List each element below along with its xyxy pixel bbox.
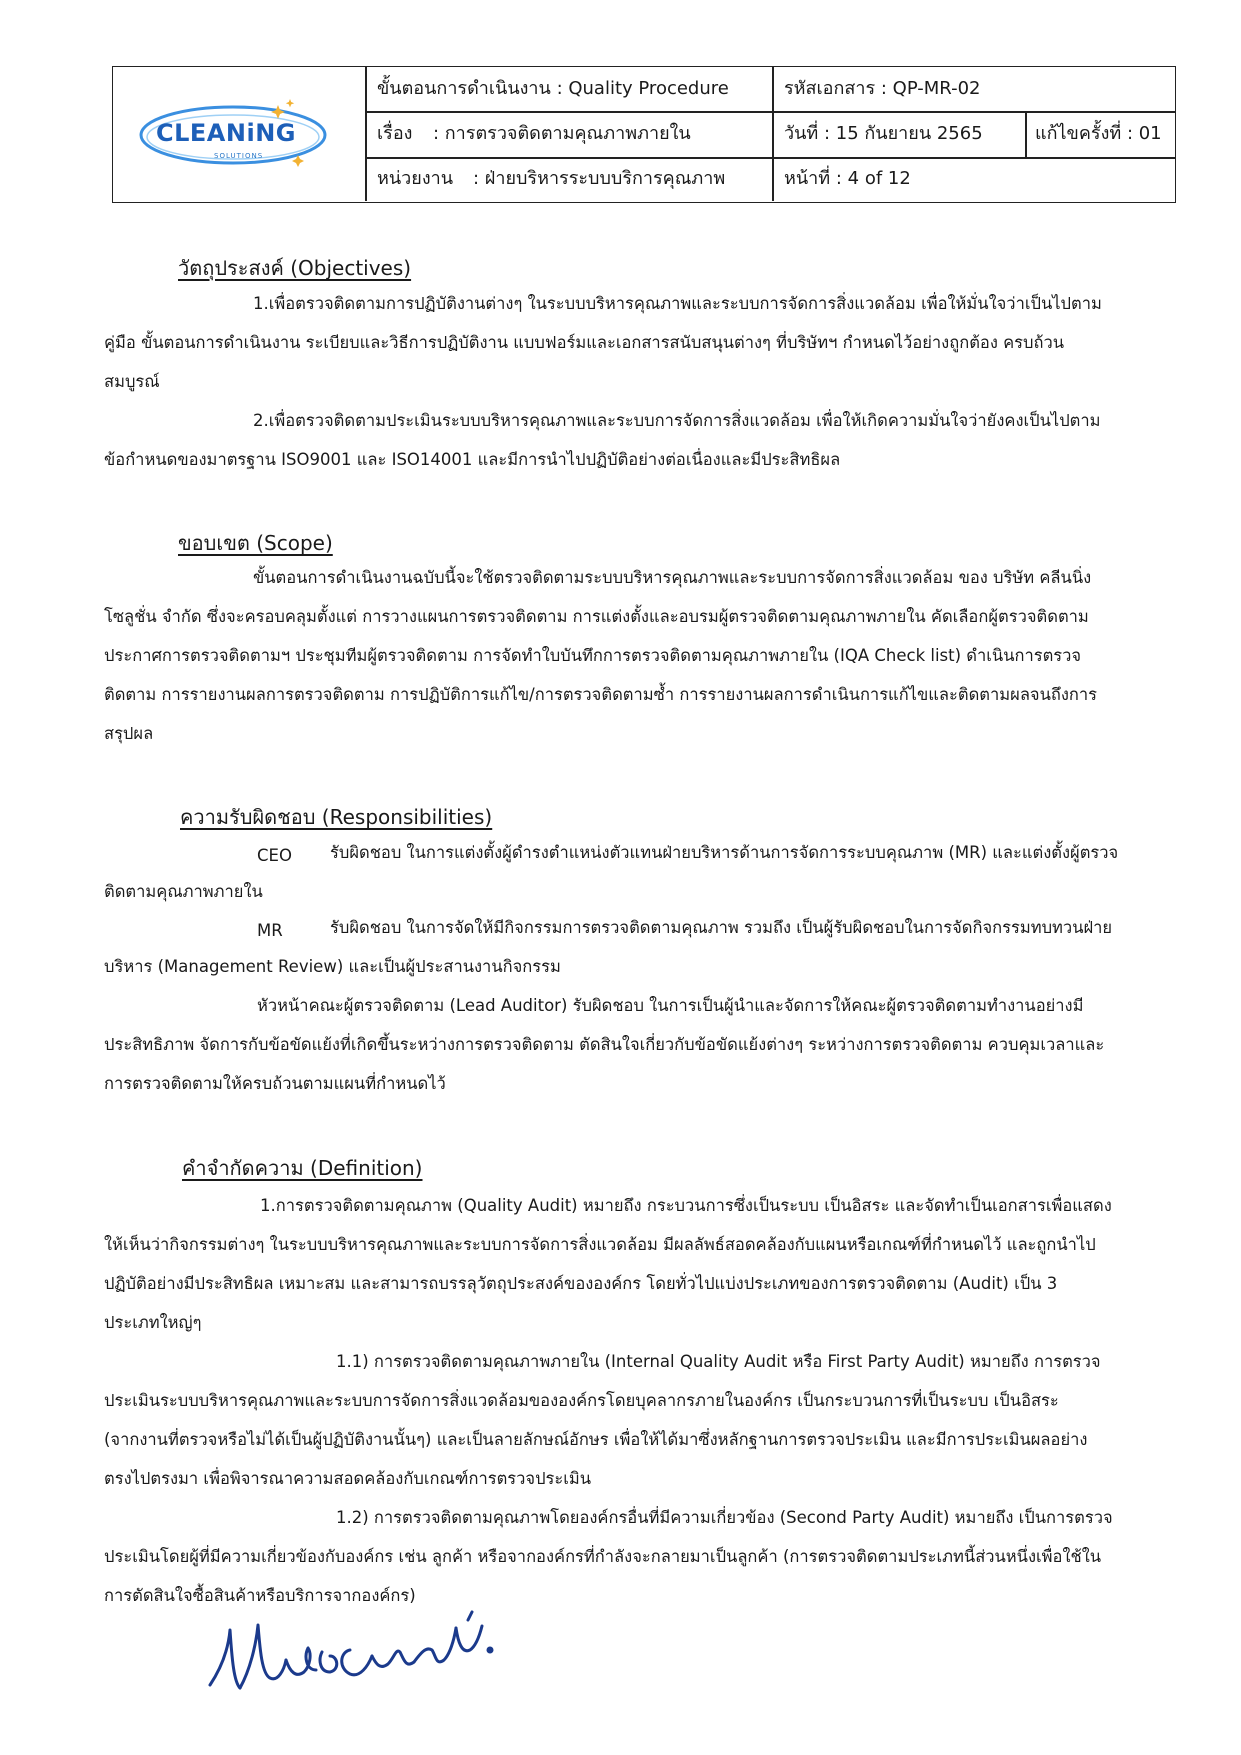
objectives-line: สมบูรณ์: [104, 372, 160, 391]
logo-subtext: SOLUTIONS: [214, 152, 264, 160]
lead-auditor-line: การตรวจติดตามให้ครบถ้วนตามแผนที่กำหนดไว้: [104, 1074, 446, 1093]
objectives-line: 1.เพื่อตรวจติดตามการปฏิบัติงานต่างๆ ในระบบบริหารคุณภาพและระบบการจัดการสิ่งแวดล้อม เพื่อให้มั่นใจว่าเป็นไปตาม: [253, 294, 1102, 313]
responsibilities-heading: ความรับผิดชอบ (Responsibilities): [180, 805, 493, 829]
scope-line: สรุปผล: [104, 724, 154, 743]
definition-1-1-line: ประเมินระบบบริหารคุณภาพและระบบการจัดการสิ่งแวดล้อมขององค์กรโดยบุคลากรภายในองค์กร เป็นกระบวนการที่เป็นระบบ เป็นอิสระ: [104, 1391, 1059, 1410]
lead-auditor-line: หัวหน้าคณะผู้ตรวจติดตาม (Lead Auditor) รับผิดชอบ ในการเป็นผู้นำและจัดการให้คณะผู้ตรวจติดตามทำงานอย่างมี: [257, 996, 1084, 1015]
definition-1-2-line: 1.2) การตรวจติดตามคุณภาพโดยองค์กรอื่นที่มีความเกี่ยวข้อง (Second Party Audit) หมายถึง เป็นการตรวจ: [336, 1508, 1113, 1527]
scope-line: ติดตาม การรายงานผลการตรวจติดตาม การปฏิบัติการแก้ไข/การตรวจติดตามซ้ำ การรายงานผลการดำเนินการแก้ไขและติดตามผลจนถึงการ: [104, 685, 1098, 704]
ceo-label: CEO: [257, 846, 292, 865]
ceo-responsibility: รับผิดชอบ ในการแต่งตั้งผู้ดำรงตำแหน่งตัวแทนฝ่ายบริหารด้านการจัดการระบบคุณภาพ (MR) และแต่งตั้งผู้ตรวจ: [330, 843, 1119, 862]
definition-1-1-line: 1.1) การตรวจติดตามคุณภาพภายใน (Internal Quality Audit หรือ First Party Audit) หมายถึง การตรวจ: [336, 1352, 1101, 1371]
handwritten-signature: [200, 1590, 500, 1700]
definition-1-2-line: การตัดสินใจซื้อสินค้าหรือบริการจากองค์กร): [104, 1586, 416, 1605]
definition-line: ให้เห็นว่ากิจกรรมต่างๆ ในระบบบริหารคุณภาพและระบบการจัดการสิ่งแวดล้อม มีผลลัพธ์สอดคล้องกับแผนหรือเกณฑ์ที่กำหนดไว้ และถูกนำไป: [104, 1235, 1096, 1254]
subject-label: เรื่อง: [377, 123, 413, 145]
company-logo: [138, 97, 338, 177]
definition-1-2-line: ประเมินโดยผู้ที่มีความเกี่ยวข้องกับองค์กร เช่น ลูกค้า หรือจากองค์กรที่กำลังจะกลายมาเป็นลูกค้า (การตรวจติดตามประเภทนี้ส่วนหนึ่งเพื่อใช้ใน: [104, 1547, 1102, 1566]
definition-line: ปฏิบัติอย่างมีประสิทธิผล เหมาะสม และสามารถบรรลุวัตถุประสงค์ขององค์กร โดยทั่วไปแบ่งประเภทของการตรวจติดตาม (Audit) เป็น 3: [104, 1274, 1058, 1293]
objectives-line: ข้อกำหนดของมาตรฐาน ISO9001 และ ISO14001 และมีการนำไปปฏิบัติอย่างต่อเนื่องและมีประสิทธิผล: [104, 450, 841, 469]
document-date: วันที่ : 15 กันยายน 2565: [784, 123, 983, 145]
lead-auditor-line: ประสิทธิภาพ จัดการกับข้อขัดแย้งที่เกิดขึ้นระหว่างการตรวจติดตาม ตัดสินใจเกี่ยวกับข้อขัดแย้งต่างๆ ระหว่างการตรวจติดตาม ควบคุมเวลาและ: [104, 1035, 1105, 1054]
definition-heading: คำจำกัดความ (Definition): [182, 1156, 423, 1180]
scope-line: ขั้นตอนการดำเนินงานฉบับนี้จะใช้ตรวจติดตามระบบบริหารคุณภาพและระบบการจัดการสิ่งแวดล้อม ของ บริษัท คลีนนิ่ง: [253, 568, 1092, 587]
objectives-line: 2.เพื่อตรวจติดตามประเมินระบบบริหารคุณภาพและระบบการจัดการสิ่งแวดล้อม เพื่อให้เกิดความมั่นใจว่ายังคงเป็นไปตาม: [253, 411, 1101, 430]
scope-line: ประกาศการตรวจติดตามฯ ประชุมทีมผู้ตรวจติดตาม การจัดทำใบบันทึกการตรวจติดตามคุณภาพภายใน (IQA Check list) ดำเนินการตรวจ: [104, 646, 1082, 665]
mr-responsibility: รับผิดชอบ ในการจัดให้มีกิจกรรมการตรวจติดตามคุณภาพ รวมถึง เป็นผู้รับผิดชอบในการจัดกิจกรรมทบทวนฝ่าย: [330, 918, 1113, 937]
definition-1-1-line: ตรงไปตรงมา เพื่อพิจารณาความสอดคล้องกับเกณฑ์การตรวจประเมิน: [104, 1469, 592, 1488]
subject-value: : การตรวจติดตามคุณภาพภายใน: [433, 123, 691, 145]
definition-line: 1.การตรวจติดตามคุณภาพ (Quality Audit) หมายถึง กระบวนการซึ่งเป็นระบบ เป็นอิสระ และจัดทำเป็นเอกสารเพื่อแสดง: [260, 1196, 1112, 1215]
procedure-label: ขั้นตอนการดำเนินงาน : Quality Procedure: [377, 78, 729, 100]
page-number: หน้าที่ : 4 of 12: [784, 168, 911, 190]
unit-value: : ฝ่ายบริหารระบบบริการคุณภาพ: [473, 168, 726, 190]
mr-responsibility-cont: บริหาร (Management Review) และเป็นผู้ประสานงานกิจกรรม: [104, 957, 561, 976]
definition-1-1-line: (จากงานที่ตรวจหรือไม่ได้เป็นผู้ปฏิบัติงานนั้นๆ) และเป็นลายลักษณ์อักษร เพื่อให้ได้มาซึ่งหลักฐานการตรวจประเมิน และมีการประเมินผลอย่าง: [104, 1430, 1088, 1449]
unit-label: หน่วยงาน: [377, 168, 454, 190]
objectives-heading: วัตถุประสงค์ (Objectives): [178, 256, 412, 280]
objectives-line: คู่มือ ขั้นตอนการดำเนินงาน ระเบียบและวิธีการปฏิบัติงาน แบบฟอร์มและเอกสารสนับสนุนต่างๆ ที่บริษัทฯ กำหนดไว้อย่างถูกต้อง ครบถ้วน: [104, 333, 1065, 352]
document-code: รหัสเอกสาร : QP-MR-02: [784, 78, 981, 100]
document-header-table: [112, 66, 1176, 203]
scope-line: โซลูชั่น จำกัด ซึ่งจะครอบคลุมตั้งแต่ การวางแผนการตรวจติดตาม การแต่งตั้งและอบรมผู้ตรวจติดตามคุณภาพภายใน คัดเลือกผู้ตรวจติดตาม: [104, 607, 1089, 626]
revision-number: แก้ไขครั้งที่ : 01: [1035, 123, 1162, 145]
scope-heading: ขอบเขต (Scope): [178, 531, 333, 555]
logo-text: CLEANiNG: [156, 119, 296, 147]
mr-label: MR: [257, 921, 283, 940]
definition-line: ประเภทใหญ่ๆ: [104, 1313, 202, 1332]
ceo-responsibility-cont: ติดตามคุณภาพภายใน: [104, 882, 263, 901]
